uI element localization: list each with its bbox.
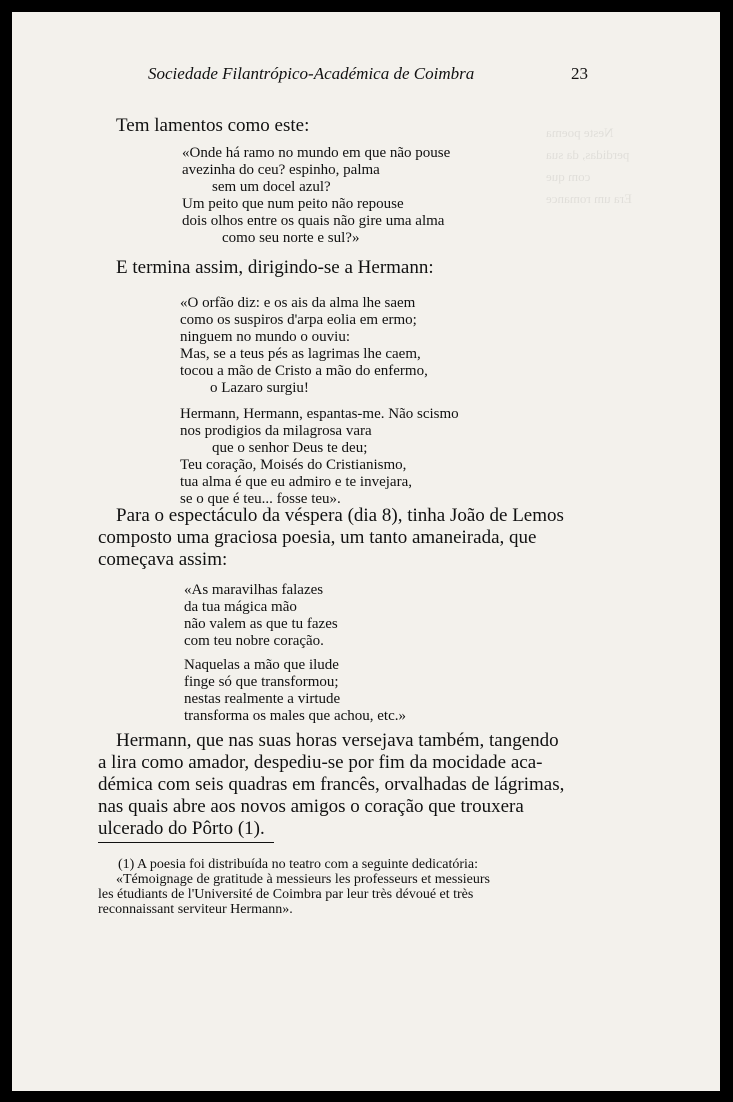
intro-line-1: Tem lamentos como este:: [116, 115, 310, 136]
poem-line: da tua mágica mão: [184, 599, 297, 615]
footnote-line: les étudiants de l'Université de Coimbra par leur très dévoué et très: [98, 887, 474, 902]
footnote-line: reconnaissant serviteur Hermann».: [98, 902, 293, 917]
paragraph-line: Para o espectáculo da véspera (dia 8), tinha João de Lemos: [116, 505, 564, 526]
poem-line: «As maravilhas falazes: [184, 582, 324, 598]
poem-line: nos prodigios da milagrosa vara: [180, 423, 372, 439]
poem-line: avezinha do ceu? espinho, palma: [182, 162, 380, 178]
poem-line: não valem as que tu fazes: [184, 616, 338, 632]
poem-line: tua alma é que eu admiro e te invejara,: [180, 474, 412, 490]
poem-line: Mas, se a teus pés as lagrimas lhe caem,: [180, 346, 421, 362]
poem-line: Hermann, Hermann, espantas-me. Não scismo: [180, 406, 459, 422]
page-number: 23: [571, 64, 588, 83]
poem-line: nestas realmente a virtude: [184, 691, 341, 707]
poem-line: transforma os males que achou, etc.»: [184, 708, 407, 724]
paragraph-line: nas quais abre aos novos amigos o coração que trouxera: [98, 796, 524, 817]
poem-line: tocou a mão de Cristo a mão do enfermo,: [180, 363, 428, 379]
footnote-line: (1) A poesia foi distribuída no teatro com a seguinte dedicatória:: [118, 857, 479, 872]
poem-line: Naquelas a mão que ilude: [184, 657, 339, 673]
footnote-rule: [98, 842, 274, 843]
book-page: [12, 12, 720, 1091]
paragraph-line: Hermann, que nas suas horas versejava também, tangendo: [116, 730, 559, 751]
poem-line: «Onde há ramo no mundo em que não pouse: [182, 145, 451, 161]
poem-line: que o senhor Deus te deu;: [212, 440, 368, 456]
paragraph-line: a lira como amador, despediu-se por fim da mocidade aca-: [98, 752, 543, 773]
running-title: Sociedade Filantrópico-Académica de Coimbra: [148, 64, 475, 83]
poem-line: se o que é teu... fosse teu».: [180, 491, 341, 507]
poem-line: como os suspiros d'arpa eolia em ermo;: [180, 312, 417, 328]
poem-line: «O orfão diz: e os ais da alma lhe saem: [180, 295, 416, 311]
poem-line: o Lazaro surgiu!: [210, 380, 309, 396]
paragraph-line: composto uma graciosa poesia, um tanto amaneirada, que: [98, 527, 537, 548]
poem-line: dois olhos entre os quais não gire uma alma: [182, 213, 445, 229]
poem-line: ninguem no mundo o ouviu:: [180, 329, 350, 345]
poem-line: como seu norte e sul?»: [222, 230, 360, 246]
poem-line: Teu coração, Moisés do Cristianismo,: [180, 457, 407, 473]
poem-line: finge só que transformou;: [184, 674, 339, 690]
footnote-line: «Témoignage de gratitude à messieurs les professeurs et messieurs: [116, 872, 491, 887]
poem-line: com teu nobre coração.: [184, 633, 324, 649]
intro-line-2: E termina assim, dirigindo-se a Hermann:: [116, 257, 434, 278]
poem-line: sem um docel azul?: [212, 179, 331, 195]
running-header: [148, 64, 588, 84]
paragraph-line: começava assim:: [98, 549, 228, 570]
poem-line: Um peito que num peito não repouse: [182, 196, 404, 212]
paragraph-line: démica com seis quadras em francês, orvalhadas de lágrimas,: [98, 774, 565, 795]
paragraph-line: ulcerado do Pôrto (1).: [98, 818, 265, 839]
show-through-text: Neste poema perdidas, da sua com que Era um romance: [546, 125, 632, 206]
